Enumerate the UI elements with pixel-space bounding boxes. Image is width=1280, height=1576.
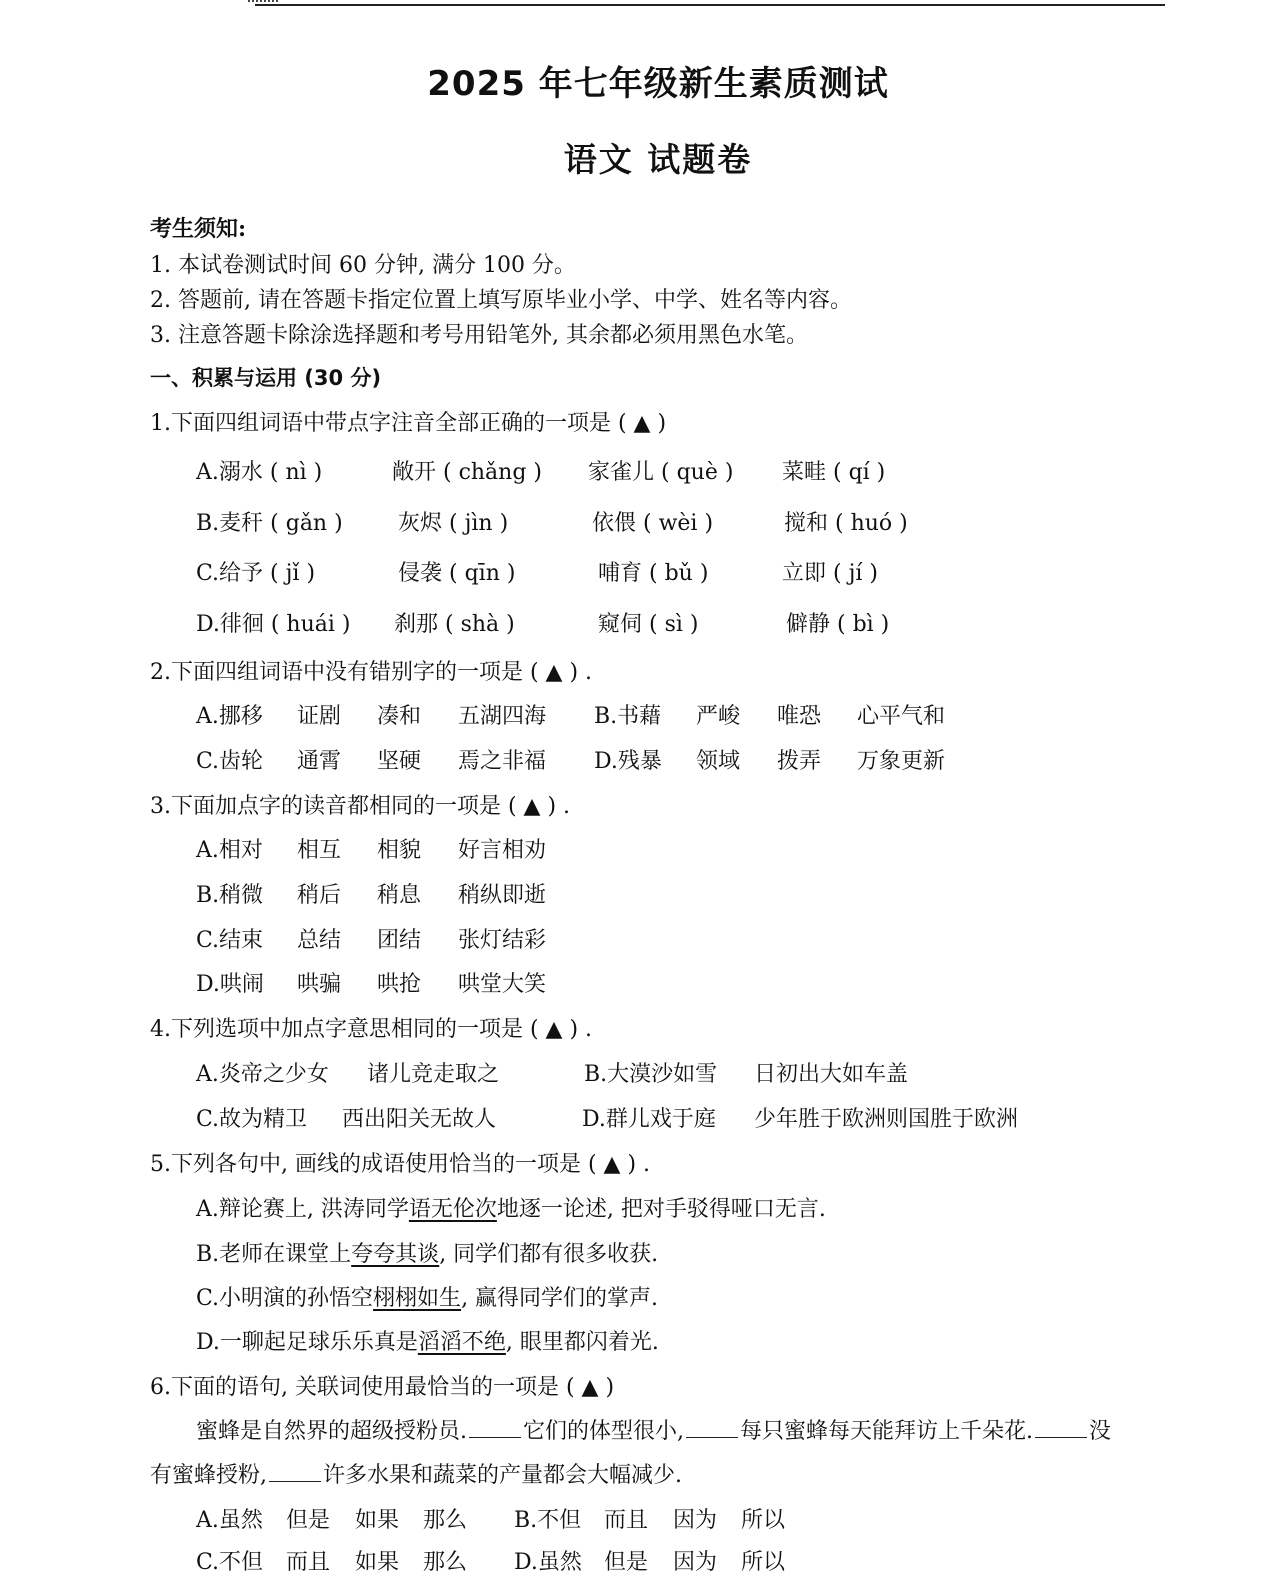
q3-b-3: 稍息 xyxy=(377,883,422,908)
q2-a-2: 证剧 xyxy=(297,704,342,729)
q6-b-2: 而且 xyxy=(604,1508,649,1533)
q1-d-1: D.徘徊 ( huái ) xyxy=(196,612,351,637)
notice-item-1: 1. 本试卷测试时间 60 分钟, 满分 100 分。 xyxy=(150,253,576,278)
q6-c-3: 如果 xyxy=(355,1550,400,1575)
q3-d-1: D.哄闹 xyxy=(196,972,264,997)
q1-c-1: C.给予 ( jǐ ) xyxy=(196,561,316,586)
q2-c-3: 坚硬 xyxy=(377,749,422,774)
q3-b-2: 稍后 xyxy=(297,883,342,908)
q6-b-4: 所以 xyxy=(741,1508,786,1533)
q2-a-4: 五湖四海 xyxy=(458,704,547,729)
q3-stem: 3.下面加点字的读音都相同的一项是 ( ▲ ) . xyxy=(150,794,571,819)
notice-heading: 考生须知: xyxy=(150,216,247,242)
q3-a-2: 相互 xyxy=(297,838,342,863)
exam-subtitle: 语文 试题卷 xyxy=(563,140,753,179)
q5-a-idiom: 语无伦次 xyxy=(408,1197,497,1222)
q6-stem: 6.下面的语句, 关联词使用最恰当的一项是 ( ▲ ) xyxy=(150,1375,615,1400)
q5-b-post: , 同学们都有很多收获. xyxy=(439,1242,659,1267)
q1-d-3: 窥伺 ( sì ) xyxy=(598,612,699,637)
q2-b-3: 唯恐 xyxy=(777,704,822,729)
q6-blank-4 xyxy=(269,1463,321,1482)
q6-a-3: 如果 xyxy=(355,1508,400,1533)
q5-option-b xyxy=(196,1237,658,1268)
q1-stem: 1.下面四组词语中带点字注音全部正确的一项是 ( ▲ ) xyxy=(150,411,667,436)
q1-b-2: 灰烬 ( jìn ) xyxy=(398,511,509,536)
q1-b-1: B.麦秆 ( gǎn ) xyxy=(196,511,343,536)
q4-c-2: 西出阳关无故人 xyxy=(342,1107,497,1132)
notice-item-3: 3. 注意答题卡除涂选择题和考号用铅笔外, 其余都必须用黑色水笔。 xyxy=(150,323,808,348)
scan-top-rule xyxy=(255,4,1165,6)
q4-c-1: C.故为精卫 xyxy=(196,1107,308,1132)
q4-b-2: 日初出大如车盖 xyxy=(754,1062,909,1087)
q6-d-3: 因为 xyxy=(673,1550,718,1575)
q5-d-pre: D.一聊起足球乐乐真是 xyxy=(196,1330,418,1355)
q6-a-4: 那么 xyxy=(423,1508,468,1533)
q6-d-1: D.虽然 xyxy=(514,1550,582,1575)
q3-b-4: 稍纵即逝 xyxy=(458,883,547,908)
q6-passage-line2 xyxy=(150,1458,682,1489)
q2-d-2: 领域 xyxy=(696,749,741,774)
q3-d-2: 哄骗 xyxy=(297,972,342,997)
q6-c-2: 而且 xyxy=(286,1550,331,1575)
q6-d-2: 但是 xyxy=(604,1550,649,1575)
q2-c-2: 通霄 xyxy=(297,749,342,774)
q6-s4: 没 xyxy=(1089,1419,1112,1444)
q5-option-a xyxy=(196,1192,826,1223)
q3-d-3: 哄抢 xyxy=(377,972,422,997)
q2-a-3: 凑和 xyxy=(377,704,422,729)
q2-d-4: 万象更新 xyxy=(857,749,946,774)
q2-b-4: 心平气和 xyxy=(857,704,946,729)
q2-d-1: D.残暴 xyxy=(594,749,662,774)
q6-b-3: 因为 xyxy=(673,1508,718,1533)
q1-a-2: 敞开 ( chǎng ) xyxy=(392,460,543,485)
q2-c-4: 焉之非福 xyxy=(458,749,547,774)
q3-c-3: 团结 xyxy=(377,928,422,953)
q2-b-1: B.书藉 xyxy=(594,704,662,729)
q4-d-2: 少年胜于欧洲则国胜于欧洲 xyxy=(754,1107,1019,1132)
q3-c-4: 张灯结彩 xyxy=(458,928,547,953)
q3-c-2: 总结 xyxy=(297,928,342,953)
q5-d-post: , 眼里都闪着光. xyxy=(505,1330,659,1355)
q1-b-4: 搅和 ( huó ) xyxy=(784,511,908,536)
q5-option-d xyxy=(196,1325,659,1356)
q1-d-4: 僻静 ( bì ) xyxy=(786,612,890,637)
q1-b-3: 依偎 ( wèi ) xyxy=(592,511,714,536)
q4-a-1: A.炎帝之少女 xyxy=(196,1062,329,1087)
q3-c-1: C.结束 xyxy=(196,928,264,953)
q4-d-1: D.群儿戏于庭 xyxy=(582,1107,716,1132)
q6-blank-2 xyxy=(686,1419,738,1438)
q1-c-3: 哺育 ( bǔ ) xyxy=(598,561,709,586)
q6-b-1: B.不但 xyxy=(514,1508,582,1533)
q3-b-1: B.稍微 xyxy=(196,883,264,908)
q5-option-c xyxy=(196,1281,658,1312)
q6-c-1: C.不但 xyxy=(196,1550,264,1575)
q4-a-2: 诸儿竞走取之 xyxy=(367,1062,500,1087)
q5-b-pre: B.老师在课堂上 xyxy=(196,1242,352,1267)
q6-a-2: 但是 xyxy=(286,1508,331,1533)
q2-b-2: 严峻 xyxy=(696,704,741,729)
q6-c-4: 那么 xyxy=(423,1550,468,1575)
q6-s1: 蜜蜂是自然界的超级授粉员. xyxy=(196,1419,467,1444)
q5-c-pre: C.小明演的孙悟空 xyxy=(196,1286,374,1311)
q1-a-4: 菜畦 ( qí ) xyxy=(782,460,886,485)
q1-a-1: A.溺水 ( nì ) xyxy=(196,460,323,485)
q6-a-1: A.虽然 xyxy=(196,1508,263,1533)
q5-c-post: , 赢得同学们的掌声. xyxy=(461,1286,659,1311)
q3-a-1: A.相对 xyxy=(196,838,263,863)
q6-d-4: 所以 xyxy=(741,1550,786,1575)
q5-stem: 5.下列各句中, 画线的成语使用恰当的一项是 ( ▲ ) . xyxy=(150,1152,651,1177)
q5-a-pre: A.辩论赛上, 洪涛同学 xyxy=(196,1197,409,1222)
q1-a-3: 家雀儿 ( què ) xyxy=(588,460,734,485)
q5-d-idiom: 滔滔不绝 xyxy=(417,1330,506,1355)
q1-c-4: 立即 ( jí ) xyxy=(782,561,879,586)
q2-stem: 2.下面四组词语中没有错别字的一项是 ( ▲ ) . xyxy=(150,660,593,685)
q4-b-1: B.大漠沙如雪 xyxy=(584,1062,718,1087)
q5-c-idiom: 栩栩如生 xyxy=(373,1286,462,1311)
q6-blank-1 xyxy=(469,1419,521,1438)
exam-title: 2025 年七年级新生素质测试 xyxy=(427,64,889,104)
notice-item-2: 2. 答题前, 请在答题卡指定位置上填写原毕业小学、中学、姓名等内容。 xyxy=(150,288,852,313)
q5-b-idiom: 夸夸其谈 xyxy=(351,1242,440,1267)
q6-s6: 许多水果和蔬菜的产量都会大幅减少. xyxy=(323,1463,682,1488)
q3-a-3: 相貌 xyxy=(377,838,422,863)
q6-s5: 有蜜蜂授粉, xyxy=(150,1463,267,1488)
section-heading: 一、积累与运用 (30 分) xyxy=(150,366,382,390)
q3-d-4: 哄堂大笑 xyxy=(458,972,547,997)
q6-s3: 每只蜜蜂每天能拜访上千朵花. xyxy=(740,1419,1033,1444)
q3-a-4: 好言相劝 xyxy=(458,838,547,863)
q1-c-2: 侵袭 ( qīn ) xyxy=(398,561,516,586)
q2-c-1: C.齿轮 xyxy=(196,749,264,774)
q1-d-2: 刹那 ( shà ) xyxy=(394,612,515,637)
q6-blank-3 xyxy=(1035,1419,1087,1438)
q6-s2: 它们的体型很小, xyxy=(523,1419,684,1444)
q5-a-post: 地逐一论述, 把对手驳得哑口无言. xyxy=(496,1197,826,1222)
q6-passage-line1 xyxy=(196,1414,1111,1445)
q4-stem: 4.下列选项中加点字意思相同的一项是 ( ▲ ) . xyxy=(150,1017,593,1042)
q2-a-1: A.挪移 xyxy=(196,704,263,729)
q2-d-3: 拨弄 xyxy=(777,749,822,774)
